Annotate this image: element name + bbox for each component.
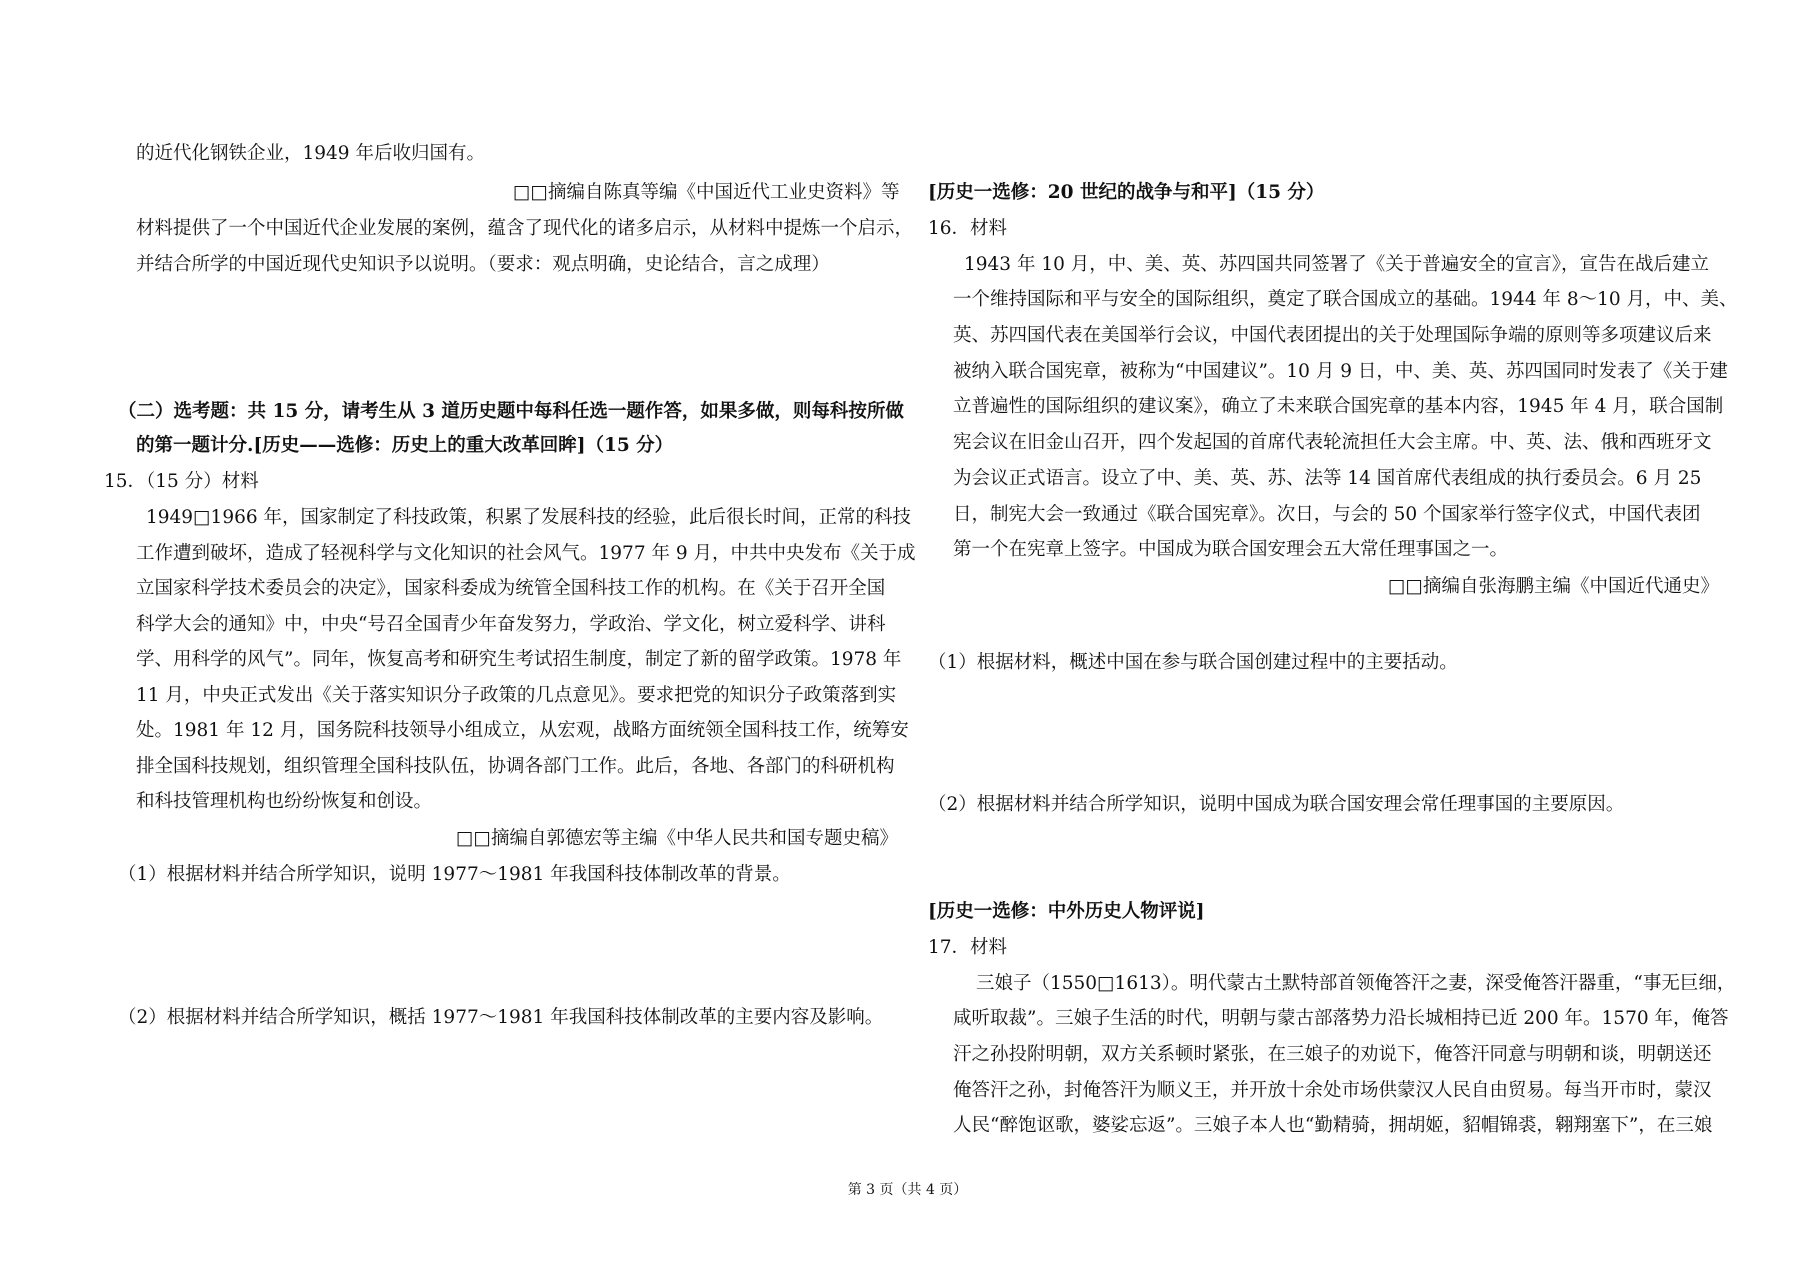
q16-heading: [历史一选修：20 世纪的战争与和平]（15 分） [928,182,1325,203]
section-heading-line-2: 的第一题计分.[历史——选修：历史上的重大改革回眸]（15 分） [136,435,674,456]
q16-material-line: 一个维持国际和平与安全的国际组织，奠定了联合国成立的基础。1944 年 8～10 月，中、美、 [953,289,1738,310]
q15-material-line: 科学大会的通知》中，中央“号召全国青少年奋发努力，学政治、学文化，树立爱科学、讲科 [136,614,886,635]
q15-subquestion-1: （1）根据材料并结合所学知识，说明 1977～1981 年我国科技体制改革的背景。 [118,864,791,885]
q17-material-line: 三娘子（1550□1613）。明代蒙古土默特部首领俺答汗之妻，深受俺答汗器重，“事无巨细， [976,973,1736,994]
q16-material-line: 立普遍性的国际组织的建议案》，确立了未来联合国宪章的基本内容，1945 年 4 月，联合国制 [953,396,1724,417]
page-number: 第 3 页（共 4 页） [847,1182,968,1198]
q15-material-line: 学、用科学的风气”。同年，恢复高考和研究生考试招生制度，制定了新的留学政策。1978 年 [136,649,902,670]
q15-material-line: 处。1981 年 12 月，国务院科技领导小组成立，从宏观，战略方面统领全国科技工作，统筹安 [136,720,909,741]
q16-material-line: 被纳入联合国宪章，被称为“中国建议”。10 月 9 日，中、美、英、苏四国同时发表了《关于建 [953,361,1728,382]
q17-material-line: 汗之孙投附明朝，双方关系顿时紧张，在三娘子的劝说下，俺答汗同意与明朝和谈，明朝送还 [953,1044,1712,1065]
q14-tail-text: 的近代化钢铁企业，1949 年后收归国有。 [136,143,485,164]
q16-source: □□摘编自张海鹏主编《中国近代通史》 [1388,576,1719,597]
q16-label: 16．材料 [928,218,1008,239]
q17-material-line: 人民“醉饱讴歌，婆娑忘返”。三娘子本人也“勤精骑，拥胡姬，貂帽锦裘，翱翔塞下”，在三娘 [953,1115,1713,1136]
q16-material-line: 英、苏四国代表在美国举行会议，中国代表团提出的关于处理国际争端的原则等多项建议后来 [953,325,1712,346]
q15-material-line: 和科技管理机构也纷纷恢复和创设。 [136,791,433,812]
section-heading-line-1: （二）选考题：共 15 分，请考生从 3 道历史题中每科任选一题作答，如果多做，则每科按所做 [118,401,904,422]
q17-material-line: 俺答汗之孙，封俺答汗为顺义王，并开放十余处市场供蒙汉人民自由贸易。每当开市时，蒙汉 [953,1080,1712,1101]
q15-material-line: 立国家科学技术委员会的决定》，国家科委成为统管全国科技工作的机构。在《关于召开全国 [136,578,886,599]
q16-material-line: 为会议正式语言。设立了中、美、英、苏、法等 14 国首席代表组成的执行委员会。6 月 25 [953,468,1702,489]
q15-material-line: 排全国科技规划，组织管理全国科技队伍，协调各部门工作。此后，各地、各部门的科研机构 [136,756,895,777]
q16-subquestion-1: （1）根据材料，概述中国在参与联合国创建过程中的主要括动。 [928,652,1458,673]
q15-material-line: 1949□1966 年，国家制定了科技政策，积累了发展科技的经验，此后很长时间，正常的科技 [146,507,912,528]
q15-subquestion-2: （2）根据材料并结合所学知识，概括 1977～1981 年我国科技体制改革的主要内容及影响。 [118,1007,884,1028]
q14-prompt-line-2: 并结合所学的中国近现代史知识予以说明。（要求：观点明确，史论结合，言之成理） [136,254,830,275]
q14-prompt-line-1: 材料提供了一个中国近代企业发展的案例，蕴含了现代化的诸多启示，从材料中提炼一个启示， [136,218,914,239]
q14-source: □□摘编自陈真等编《中国近代工业史资料》等 [513,182,900,203]
q15-material-line: 工作遭到破坏，造成了轻视科学与文化知识的社会风气。1977 年 9 月，中共中央发布《关于成 [136,543,916,564]
q16-material-line: 宪会议在旧金山召开，四个发起国的首席代表轮流担任大会主席。中、英、法、俄和西班牙文 [953,432,1712,453]
q15-source: □□摘编自郭德宏等主编《中华人民共和国专题史稿》 [456,828,898,849]
q16-material-line: 第一个在宪章上签字。中国成为联合国安理会五大常任理事国之一。 [953,539,1509,560]
q16-material-line: 日，制宪大会一致通过《联合国宪章》。次日，与会的 50 个国家举行签字仪式，中国代表团 [953,504,1701,525]
q15-material-line: 11 月，中央正式发出《关于落实知识分子政策的几点意见》。要求把党的知识分子政策落到实 [136,685,897,706]
q16-material-line: 1943 年 10 月，中、美、英、苏四国共同签署了《关于普遍安全的宣言》，宣告在战后建立 [964,254,1710,275]
q17-label: 17．材料 [928,937,1008,958]
q16-subquestion-2: （2）根据材料并结合所学知识，说明中国成为联合国安理会常任理事国的主要原因。 [928,794,1625,815]
q17-heading: [历史一选修：中外历史人物评说] [928,901,1205,922]
q17-material-line: 咸听取裁”。三娘子生活的时代，明朝与蒙古部落势力沿长城相持已近 200 年。1570 年，俺答 [953,1008,1729,1029]
q15-label: 15．（15 分）材料 [104,471,259,492]
